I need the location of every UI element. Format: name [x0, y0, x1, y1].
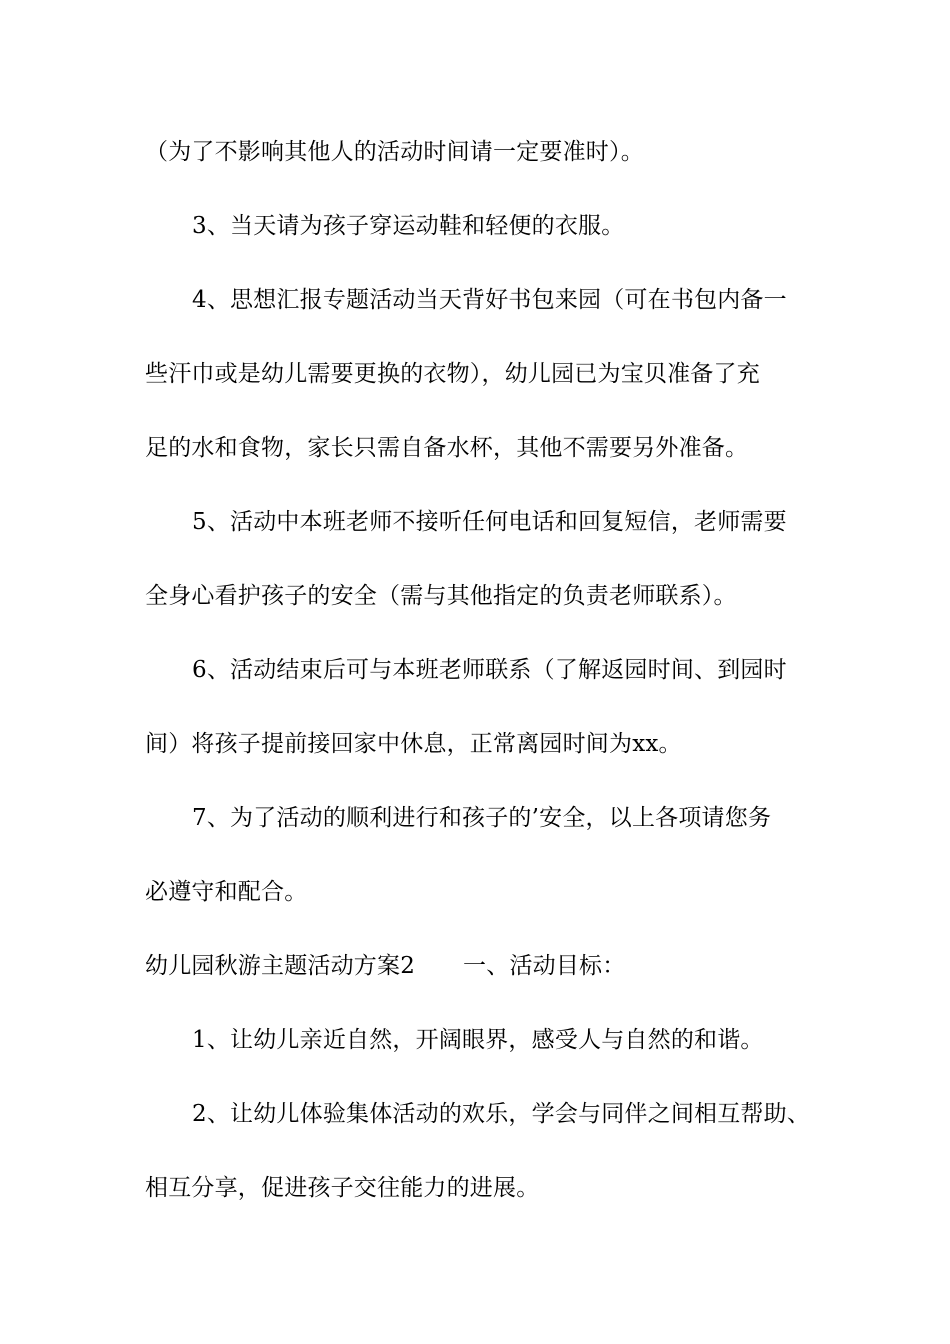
paragraph-line: 间）将孩子提前接回家中休息，正常离园时间为xx。 [145, 731, 682, 757]
paragraph-line: 7、为了活动的顺利进行和孩子的’安全，以上各项请您务 [192, 805, 772, 831]
paragraph-line: 足的水和食物，家长只需自备水杯，其他不需要另外准备。 [145, 435, 749, 461]
paragraph-line: 些汗巾或是幼儿需要更换的衣物），幼儿园已为宝贝准备了充 [145, 361, 760, 387]
section-title: 幼儿园秋游主题活动方案2 [145, 953, 416, 979]
paragraph-line: （为了不影响其他人的活动时间请一定要准时）。 [145, 139, 644, 165]
paragraph-line: 4、思想汇报专题活动当天背好书包来园（可在书包内备一 [192, 287, 787, 313]
paragraph-line: 6、活动结束后可与本班老师联系（了解返园时间、到园时 [192, 657, 787, 683]
section-heading [145, 951, 625, 981]
paragraph-line: 2、让幼儿体验集体活动的欢乐，学会与同伴之间相互帮助、 [192, 1101, 811, 1127]
paragraph-line: 全身心看护孩子的安全（需与其他指定的负责老师联系）。 [145, 583, 737, 609]
paragraph-line: 必遵守和配合。 [145, 879, 308, 905]
paragraph-line: 相互分享，促进孩子交往能力的进展。 [145, 1175, 540, 1201]
paragraph-line: 5、活动中本班老师不接听任何电话和回复短信，老师需要 [192, 509, 787, 535]
paragraph-line: 3、当天请为孩子穿运动鞋和轻便的衣服。 [192, 213, 625, 239]
paragraph-line: 1、让幼儿亲近自然，开阔眼界，感受人与自然的和谐。 [192, 1027, 764, 1053]
section-subtitle: 一、活动目标： [463, 953, 626, 979]
